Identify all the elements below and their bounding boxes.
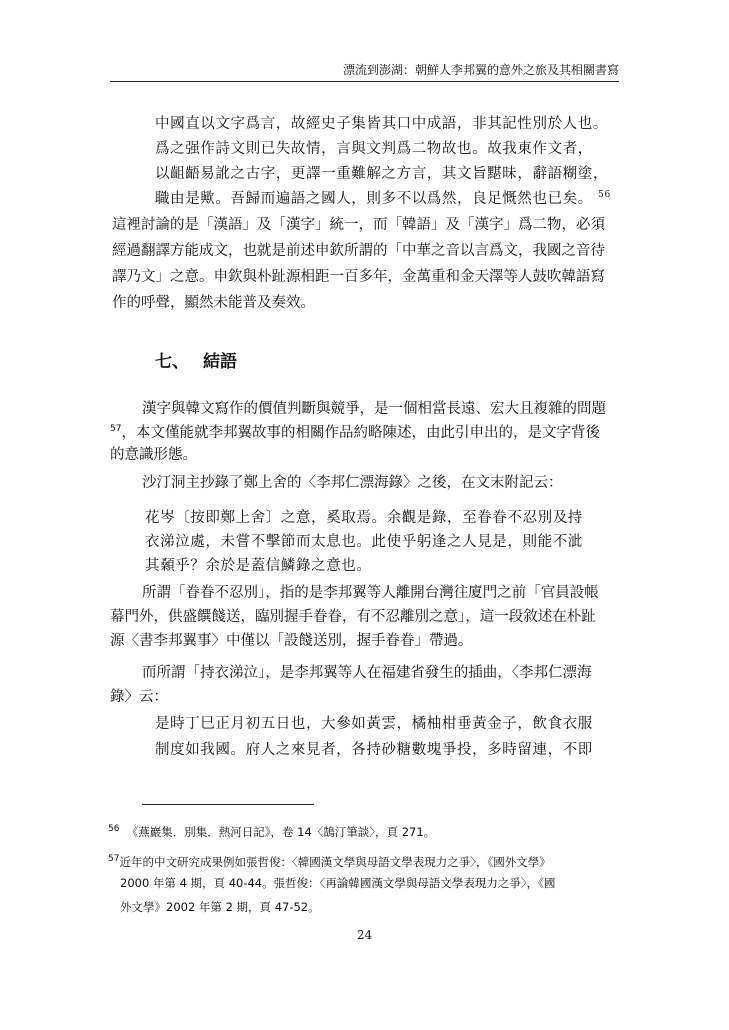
paragraph-line: $^{57}$，本文僅能就李邦翼故事的相關作品約略陳述，由此引申出的，是文字背後 [110, 424, 600, 441]
page-number: 24 [356, 928, 373, 942]
paragraph-line: 所謂「眷眷不忍別」，指的是李邦翼等人離開台灣往廈門之前「官員設帳 [142, 585, 599, 601]
footnote-ref-56: 56 [598, 190, 611, 201]
footnote-number: 57 [108, 854, 120, 864]
quote-line: 中國直以文字爲言，故經史子集皆其口中成語，非其記性別於人也。 [155, 116, 608, 132]
quote-line: 爲之强作詩文則已失故情，言與文判爲二物故也。故我東作文者， [155, 141, 593, 157]
paragraph-line: 這裡討論的是「漢語」及「漢字」統一，而「韓語」及「漢字」爲二物，必須 [112, 217, 605, 233]
paragraph-line: 源〈書李邦翼事〉中僅以「設餞送別，握手眷眷」帶過。 [110, 633, 473, 649]
quote-line: 是時丁巳正月初五日也，大參如黃雲，橘柚柑垂黃金子，飲食衣服 [155, 716, 593, 732]
paragraph-3: 沙汀洞主抄錄了鄭上舍的〈李邦仁漂海錄〉之後，在文末附記云： [142, 475, 563, 491]
paragraph-line: 漢字與韓文寫作的價值判斷與競爭，是一個相當長遠、宏大且複雜的問題 [142, 401, 606, 417]
footnote-divider [142, 804, 314, 805]
paragraph-line: 錄〉云： [110, 689, 168, 705]
paragraph-line: 經過翻譯方能成文，也就是前述申欽所謂的「中華之音以言爲文，我國之音待 [112, 243, 605, 259]
quote-line: 其顙乎？余於是蓋信鱗錄之意也。 [145, 558, 372, 574]
paragraph-line: 的意識形態。 [110, 447, 197, 463]
quote-line: 花岑〔按即鄭上舍〕之意，奚取焉。余觀是錄，至眷眷不忍別及持 [145, 510, 583, 526]
running-header: 漂流到澎湖：朝鮮人李邦翼的意外之旅及其相關書寫 [110, 62, 619, 82]
footnote-line: 外文學》2002 年第 2 期，頁 47-52。 [120, 900, 320, 914]
footnote-number: 56 [108, 824, 120, 834]
paragraph-line: 幕門外，供盛饌餞送，臨別握手眷眷，有不忍離別之意」，這一段敘述在朴趾 [110, 609, 596, 625]
quote-line: 衣涕泣處，未嘗不擊節而太息也。此使乎躬逢之人見是，則能不泚 [145, 534, 583, 550]
paragraph-line: 作的呼聲，顯然未能普及奏效。 [112, 295, 315, 311]
quote-line: 以齟齬易訛之古字，更譯一重難解之方言，其文旨黮昧，辭語糊塗， [155, 166, 608, 182]
footnote-line: $^{57}$近年的中文研究成果例如張哲俊：〈韓國漢文學與母語文學表現力之爭〉，《國外文學》 [108, 854, 551, 869]
footnote-ref-57: 57 [110, 424, 122, 435]
paragraph-line: 譯乃文」之意。申欽與朴趾源相距一百多年，金萬重和金天澤等人鼓吹韓語寫 [112, 269, 605, 285]
footnote-line: 2000 年第 4 期，頁 40-44。張哲俊：〈再論韓國漢文學與母語文學表現力之爭〉，《國 [120, 876, 556, 890]
section-heading [155, 350, 251, 374]
quote-line: 制度如我國。府人之來見者，各持砂糖數塊爭投，多時留連，不即 [155, 742, 593, 758]
quote-line: 職由是歟。吾歸而遍語之國人，則多不以爲然，良足慨然也已矣。 $^{56}$ [155, 190, 611, 207]
paragraph-line: 而所謂「持衣涕泣」，是李邦翼等人在福建省發生的插曲，〈李邦仁漂海 [142, 665, 592, 681]
footnote-line: $^{56}$ 《燕巖集．別集．熱河日記》，卷 14〈鵠汀筆談〉，頁 271。 [108, 824, 436, 839]
section-number: 七、 [155, 352, 189, 372]
section-title: 結語 [203, 352, 237, 372]
